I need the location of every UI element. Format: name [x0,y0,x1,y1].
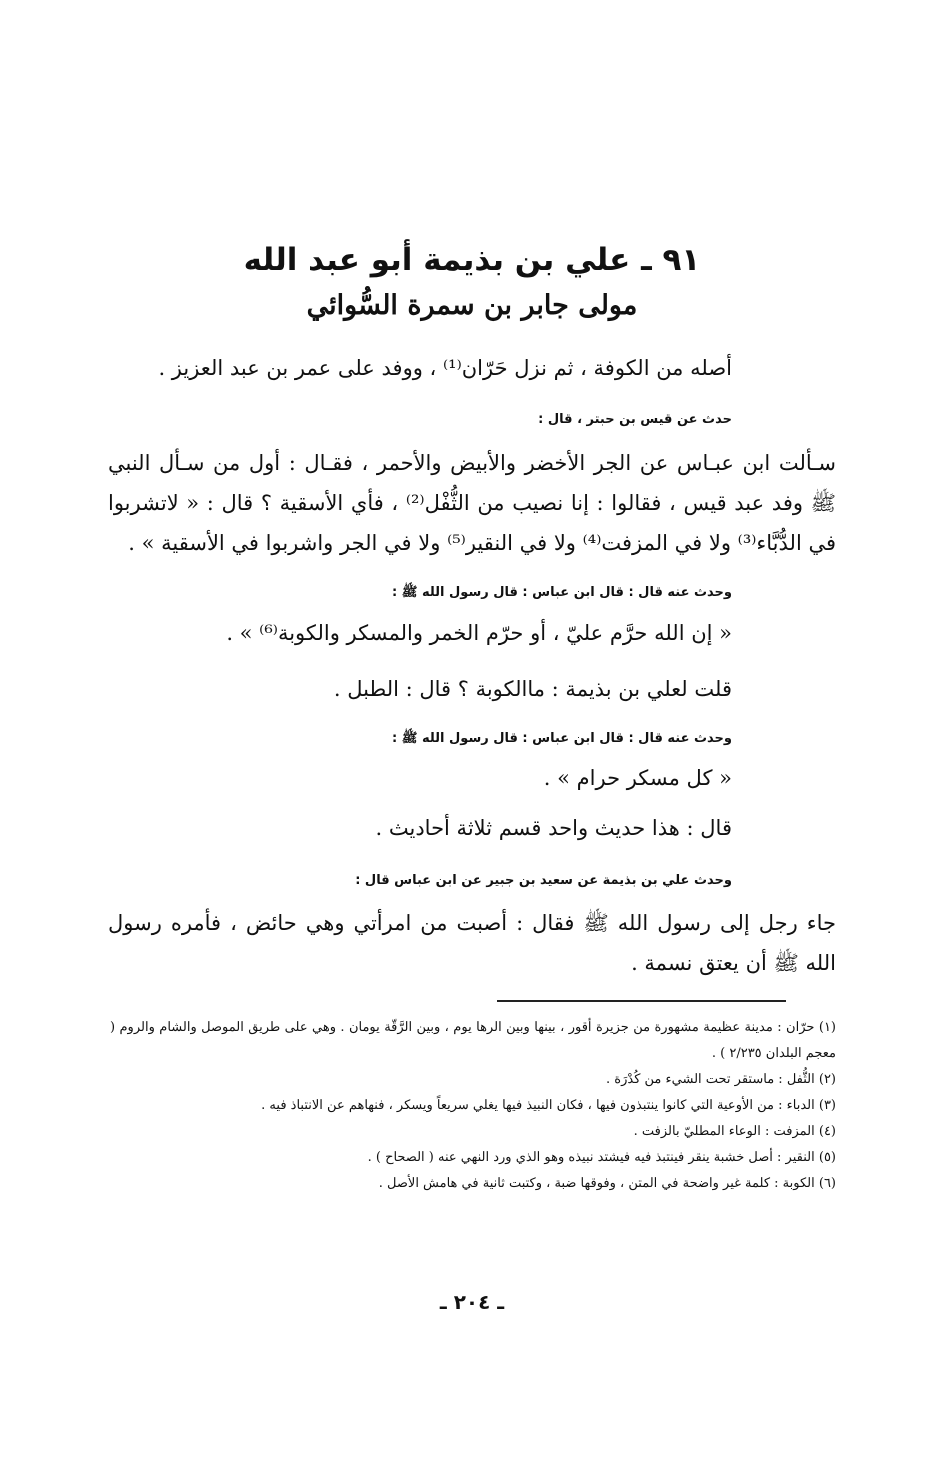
narration-1-header: حدث عن قيس بن حبتر ، قال : [538,412,732,427]
question-paragraph: قلت لعلي بن بذيمة : ماالكوبة ؟ قال : الطبل . [333,677,732,701]
page-number: ـ ٢٠٤ ـ [439,1290,505,1314]
entry-subtitle: مولى جابر بن سمرة السُّوائي [306,290,638,321]
footnote-5: (٥) النقير : أصل خشبة ينقر فينتبذ فيه فيشتد نبيذه وهو الذي ورد النهي عنه ( الصحاح ) . [367,1150,836,1165]
origin-paragraph: أصله من الكوفة ، ثم نزل حَرّان⁽¹⁾ ، ووفد على عمر بن عبد العزيز . [158,356,732,380]
narration-4-header: وحدث علي بن بذيمة عن سعيد بن جبير عن ابن عباس قال : [355,873,732,888]
remark-paragraph: قال : هذا حديث واحد قسم ثلاثة أحاديث . [375,816,732,840]
footnote-1: (١) حرّان : مدينة عظيمة مشهورة من جزيرة أقور ، بينها وبين الرها يوم ، وبين الرَّقّة يومان . وهي على طريق الموصل والشام والروم ( معجم البلدان ٢/٢٣٥ ) . [110,1020,836,1061]
narration-4-text: جاء رجل إلى رسول الله ﷺ فقال : أصبت من امرأتي وهي حائض ، فأمره رسول الله ﷺ أن يعتق نسمة . [108,911,836,975]
narration-2-header: وحدث عنه قال : قال ابن عباس : قال رسول الله ﷺ : [392,585,732,600]
footnote-2: (٢) الثُّفل : ماستقر تحت الشيء من كُدْرَة . [606,1072,836,1087]
entry-title: ٩١ ـ علي بن بذيمة أبو عبد الله [243,242,701,278]
narration-3-text: « كل مسكر حرام » . [543,766,732,790]
narration-3-header: وحدث عنه قال : قال ابن عباس : قال رسول الله ﷺ : [392,731,732,746]
narration-2-text: « إن الله حرَّم عليّ ، أو حرّم الخمر والمسكر والكوبة⁽⁶⁾ » . [226,621,732,645]
footnote-3: (٣) الدباء : من الأوعية التي كانوا ينتبذون فيها ، فكان النبيذ فيها يغلي سريعاً ويسكر ، فنهاهم عن الانتباذ فيه . [261,1098,836,1113]
narration-1-text: سـألت ابن عبـاس عن الجر الأخضر والأبيض والأحمر ، فقـال : أول من سـأل النبي ﷺ وفد عبد قيس ، فقالوا : إنا نصيب من الثُّفْل⁽²⁾ ، فأي الأسقية ؟ قال : « لاتشربوا في الدُّبَّاء⁽³⁾ ولا في المزفت⁽⁴⁾ ولا في النقير⁽⁵⁾ ولا في الجر واشربوا في الأسقية » . [108,451,837,555]
footnote-separator [497,1000,786,1002]
footnote-4: (٤) المزفت : الوعاء المطليّ بالزفت . [633,1124,836,1139]
footnote-6: (٦) الكوبة : كلمة غير واضحة في المتن ، وفوقها ضبة ، وكتبت ثانية في هامش الأصل . [378,1176,836,1191]
footnotes [110,1015,836,1197]
